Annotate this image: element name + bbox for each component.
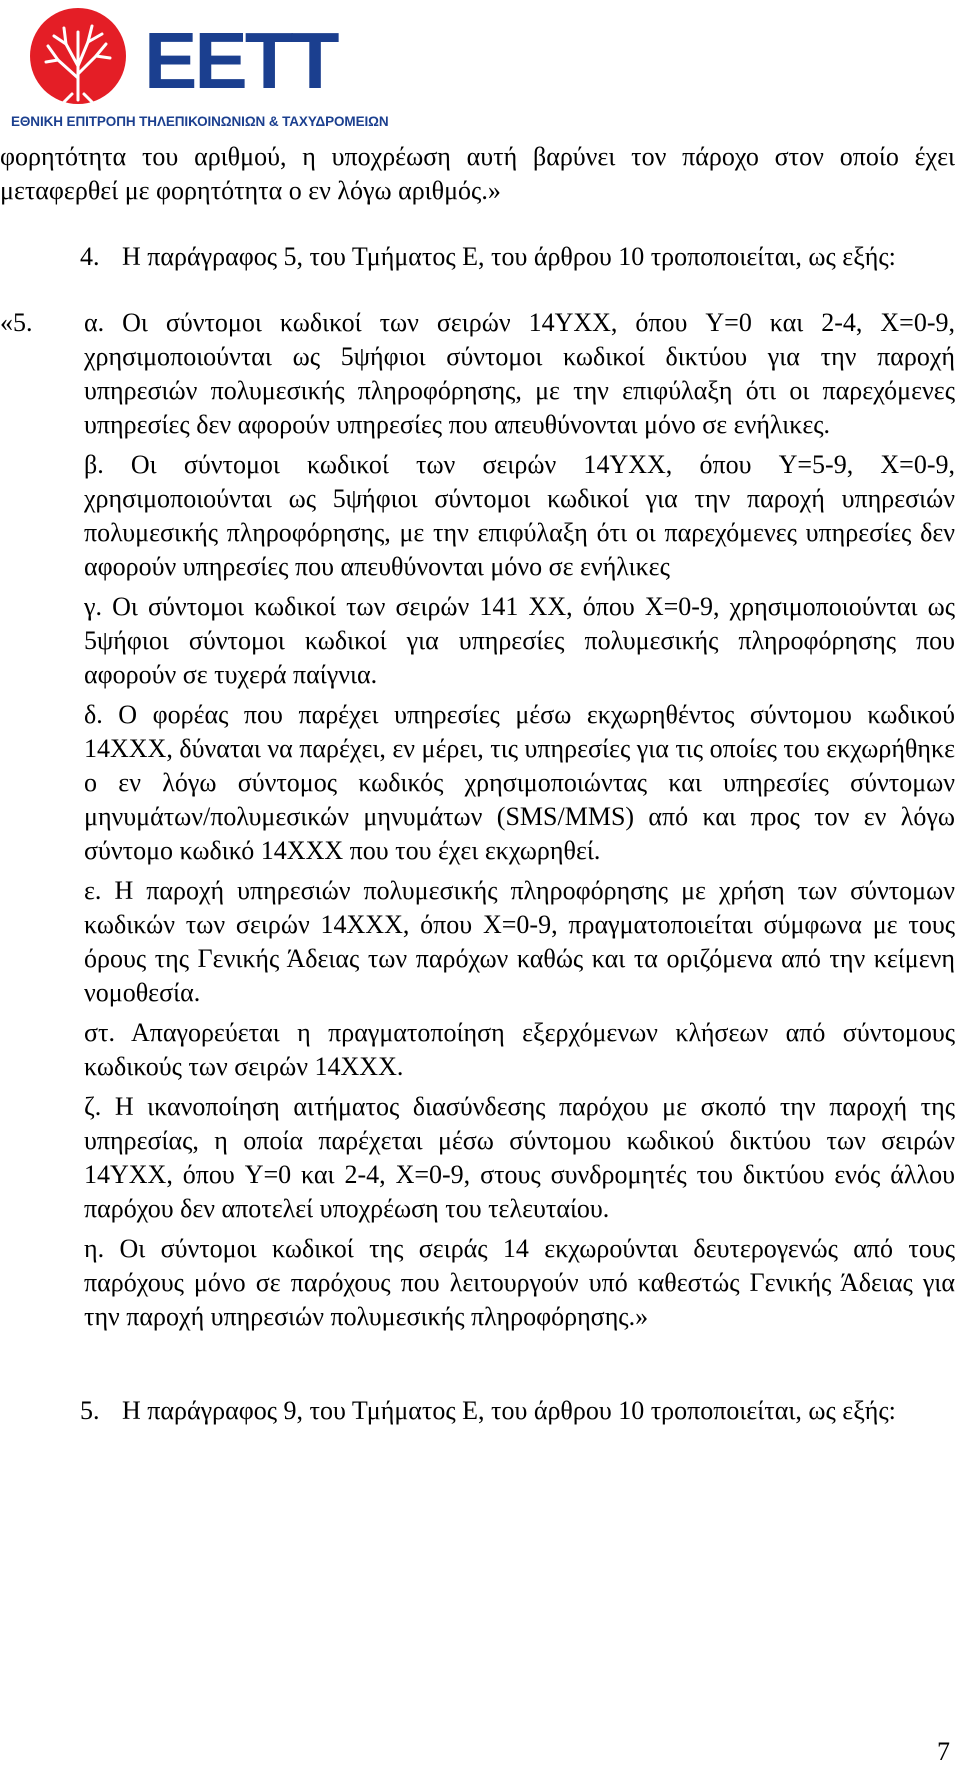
sub-item-d: δ. Ο φορέας που παρέχει υπηρεσίες μέσω εκχωρηθέντος σύντομου κωδικού 14XXX, δύναται να παρέχει, εν μέρει, τις υπηρεσίες για τις οποίες του εκχωρήθηκε ο εν λόγω σύντομος κωδικός χρησιμοποιώντας και υπηρεσίες σύντομων μηνυμάτων/πολυμεσικών μηνυμάτων (SMS/MMS) από και προς τον εν λόγω σύντομο κωδικό 14XXX που του έχει εκχωρηθεί. (84, 700, 955, 865)
item-text: Η παράγραφος 5, του Τμήματος Ε, του άρθρου 10 τροποποιείται, ως εξής: (122, 242, 896, 271)
continuation-paragraph: φορητότητα του αριθμού, η υποχρέωση αυτή βαρύνει τον πάροχο στον οποίο έχει μεταφερθεί με φορητότητα ο εν λόγω αριθμός.» (0, 142, 955, 205)
sub-item-b: β. Οι σύντομοι κωδικοί των σειρών 14YXX, όπου Y=5-9, X=0-9, χρησιμοποιούνται ως 5ψήφιοι σύντομοι κωδικοί για την παροχή υπηρεσιών πολυμεσικής πληροφόρησης, με την επιφύλαξη ότι οι παρεχόμενες υπηρεσίες δεν αφορούν υπηρεσίες που απευθύνονται μόνο σε ενήλικες (84, 450, 955, 581)
quote-label: «5. (0, 308, 33, 337)
sub-item-h: η. Οι σύντομοι κωδικοί της σειράς 14 εκχωρούνται δευτερογενώς από τους παρόχους μόνο σε παρόχους που λειτουργούν υπό καθεστώς Γενικής Άδειας για την παροχή υπηρεσιών πολυμεσικής πληροφόρησης.» (84, 1234, 955, 1331)
item-number: 5. (80, 1396, 100, 1425)
logo-wordmark: ΕΕΤΤ (144, 16, 337, 105)
item-text: Η παράγραφος 9, του Τμήματος Ε, του άρθρου 10 τροποποιείται, ως εξής: (122, 1396, 896, 1425)
sub-item-st: στ. Απαγορεύεται η πραγματοποίηση εξερχόμενων κλήσεων από σύντομους κωδικούς των σειρών 14XXX. (84, 1018, 955, 1081)
eett-logo (26, 6, 366, 110)
page-header (8, 4, 388, 132)
list-item-4 (0, 240, 955, 274)
sub-item-c: γ. Οι σύντομοι κωδικοί των σειρών 141 XX, όπου X=0-9, χρησιμοποιούνται ως 5ψήφιοι σύντομοι κωδικοί για υπηρεσίες πολυμεσικής πληροφόρησης που αφορούν σε τυχερά παίγνια. (84, 592, 955, 689)
quoted-section (0, 306, 955, 442)
item-number: 4. (80, 242, 100, 271)
sub-item-e: ε. Η παροχή υπηρεσιών πολυμεσικής πληροφόρησης με χρήση των σύντομων κωδικών των σειρών 14XXX, όπου X=0-9, πραγματοποιείται σύμφωνα με τους όρους της Γενικής Άδειας των παρόχων καθώς και τα οριζόμενα από την κείμενη νομοθεσία. (84, 876, 955, 1007)
page-number: 7 (937, 1737, 950, 1766)
list-item-5 (0, 1394, 955, 1428)
sub-item-z: ζ. Η ικανοποίηση αιτήματος διασύνδεσης παρόχου με σκοπό την παροχή της υπηρεσίας, η οποία παρέχεται μέσω σύντομου κωδικού δικτύου των σειρών 14YXX, όπου Y=0 και 2-4, X=0-9, στους συνδρομητές του δικτύου ενός άλλου παρόχου δεν αποτελεί υποχρέωση του τελευταίου. (84, 1092, 955, 1223)
sub-item-a: α. Οι σύντομοι κωδικοί των σειρών 14YXX, όπου Y=0 και 2-4, X=0-9, χρησιμοποιούνται ως 5ψήφιοι σύντομοι κωδικοί δικτύου για την παροχή υπηρεσιών πολυμεσικής πληροφόρησης, με την επιφύλαξη ότι οι παρεχόμενες υπηρεσίες δεν αφορούν υπηρεσίες που απευθύνονται μόνο σε ενήλικες. (84, 308, 955, 439)
document-body (0, 140, 955, 1428)
organization-name: ΕΘΝΙΚΗ ΕΠΙΤΡΟΠΗ ΤΗΛΕΠΙΚΟΙΝΩΝΙΩΝ & ΤΑΧΥΔΡΟΜΕΙΩΝ (11, 114, 389, 129)
